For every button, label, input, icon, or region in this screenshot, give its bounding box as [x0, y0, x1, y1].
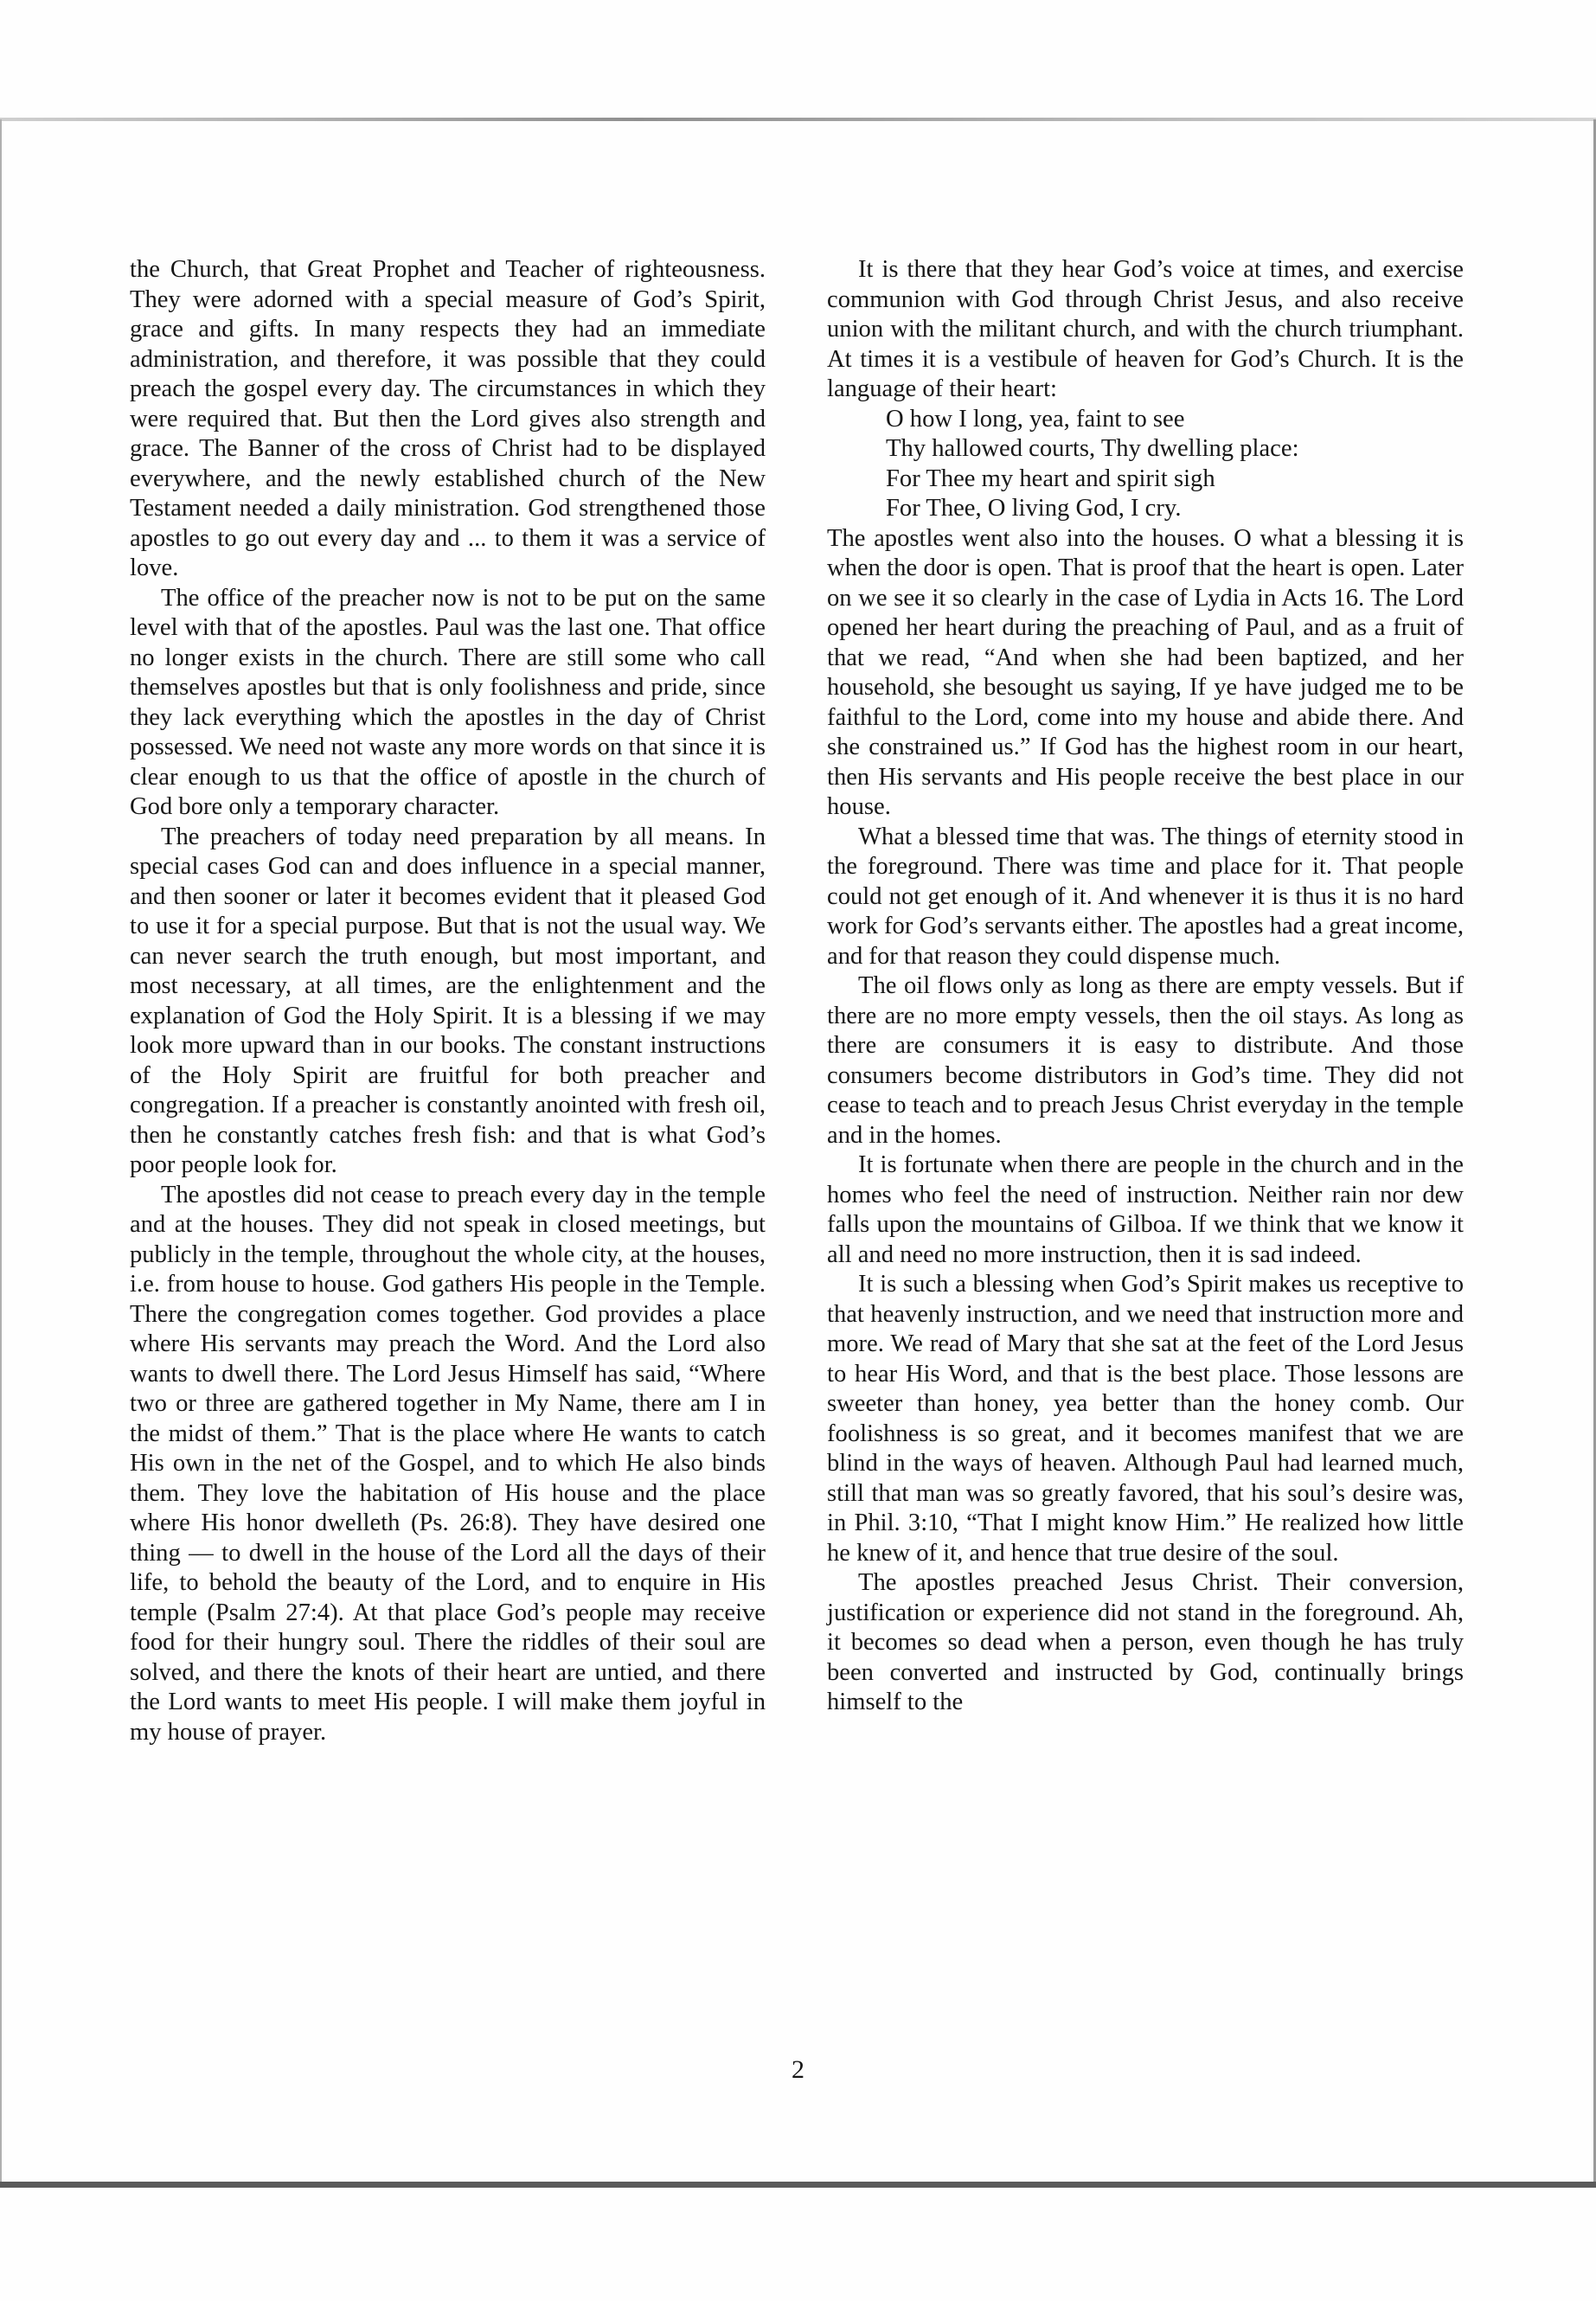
- verse-line-3: For Thee my heart and spirit sigh: [886, 465, 1215, 492]
- left-paragraph-4: The apostles did not cease to preach every day in the temple and at the houses. They did not speak in closed meetings, but publicly in the temple, throughout the whole city, at the houses, i.e. from house to house. God gathers His people in the Temple. There the congregation comes together. God provides a place where His servants may preach the Word. And the Lord also wants to dwell there. The Lord Jesus Himself has said, “Where two or three are gathered together in My Name, there am I in the midst of them.” That is the place where He wants to catch His own in the net of the Gospel, and to which He also binds them. They love the habitation of His house and the place where His honor dwelleth (Ps. 26:8). They have desired one thing — to dwell in the house of the Lord all the days of their life, to behold the beauty of the Lord, and to enquire in His temple (Psalm 27:4). At that place God’s people may receive food for their hungry soul. There the riddles of their soul are solved, and there the knots of their heart are untied, and there the Lord wants to meet His people. I will make them joyful in my house of prayer.: [130, 1181, 766, 1746]
- right-paragraph-2: The apostles went also into the houses. O what a blessing it is when the door is open. That is proof that the heart is open. Later on we see it so clearly in the case of Lydia in Acts 16. The Lord opened her heart during the preaching of Paul, and as a fruit of that we read, “And when she had been baptized, and her household, she besought us saying, If ye have judged me to be faithful to the Lord, come into my house and abide there. And she constrained us.” If God has the highest room in our heart, then His servants and His people receive the best place in our house.: [827, 524, 1464, 820]
- left-paragraph-1: the Church, that Great Prophet and Teacher of righteousness. They were adorned with a special measure of God’s Spirit, grace and gifts. In many respects they had an immediate administration, and therefore, it was possible that they could preach the gospel every day. The circumstances in which they were required that. But then the Lord gives also strength and grace. The Banner of the cross of Christ had to be displayed everywhere, and the newly established church of the New Testament needed a daily ministration. God strengthened those apostles to go out every day and ... to them it was a service of love.: [130, 256, 766, 581]
- scan-left-edge: [0, 119, 2, 2183]
- scan-bottom-edge: [0, 2182, 1596, 2188]
- page-number: 2: [792, 2055, 804, 2084]
- right-paragraph-4: The oil flows only as long as there are empty vessels. But if there are no more empty vessels, then the oil stays. As long as there are consumers it is easy to distribute. And those consumers become distributors in God’s time. They did not cease to teach and to preach Jesus Christ everyday in the temple and in the homes.: [827, 972, 1464, 1149]
- verse-line-1: O how I long, yea, faint to see: [886, 405, 1185, 433]
- verse-line-4: For Thee, O living God, I cry.: [886, 495, 1182, 522]
- psalm-verse: [827, 405, 1464, 524]
- left-column: [130, 255, 766, 1747]
- right-paragraph-1: It is there that they hear God’s voice at times, and exercise communion with God through Christ Jesus, and also receive union with the militant church, and with the church triumphant. At times it is a vestibule of heaven for God’s Church. It is the language of their heart:: [827, 256, 1464, 402]
- verse-line-2: Thy hallowed courts, Thy dwelling place:: [886, 435, 1299, 462]
- left-paragraph-3: The preachers of today need preparation by all means. In special cases God can and does influence in a special manner, and then sooner or later it becomes evident that it pleased God to use it for a special purpose. But that is not the usual way. We can never search the truth enough, but most important, and most necessary, at all times, are the enlightenment and the explanation of God the Holy Spirit. It is a blessing if we may look more upward than in our books. The constant instructions of the Holy Spirit are fruitful for both preacher and congregation. If a preacher is constantly anointed with fresh oil, then he constantly catches fresh fish: and that is what God’s poor people look for.: [130, 823, 766, 1178]
- right-paragraph-6: It is such a blessing when God’s Spirit makes us receptive to that heavenly instruction, and we need that instruction more and more. We read of Mary that she sat at the feet of the Lord Jesus to hear His Word, and that is the best place. Those lessons are sweeter than honey, yea better than the honey comb. Our foolishness is so great, and it becomes manifest that we are blind in the ways of heaven. Although Paul had learned much, still that man was so greatly favored, that his soul’s desire was, in Phil. 3:10, “That I might know Him.” He realized how little he knew of it, and hence that true desire of the soul.: [827, 1271, 1464, 1567]
- right-paragraph-3: What a blessed time that was. The things of eternity stood in the foreground. There was time and place for it. That people could not get enough of it. And whenever it is thus it is no hard work for God’s servants either. The apostles had a great income, and for that reason they could dispense much.: [827, 823, 1464, 970]
- right-paragraph-5: It is fortunate when there are people in the church and in the homes who feel the need of instruction. Neither rain nor dew falls upon the mountains of Gilboa. If we think that we know it all and need no more instruction, then it is sad indeed.: [827, 1151, 1464, 1268]
- left-paragraph-2: The office of the preacher now is not to be put on the same level with that of the apostles. Paul was the last one. That office no longer exists in the church. There are still some who call themselves apostles but that is only foolishness and pride, since they lack everything which the apostles in the day of Christ possessed. We need not waste any more words on that since it is clear enough to us that the office of apostle in the church of God bore only a temporary character.: [130, 584, 766, 820]
- right-paragraph-7: The apostles preached Jesus Christ. Their conversion, justification or experience did not stand in the foreground. Ah, it becomes so dead when a person, even though he has truly been converted and instructed by God, continually brings himself to the: [827, 1569, 1464, 1715]
- right-column: [827, 255, 1464, 1718]
- scan-top-edge: [0, 118, 1596, 121]
